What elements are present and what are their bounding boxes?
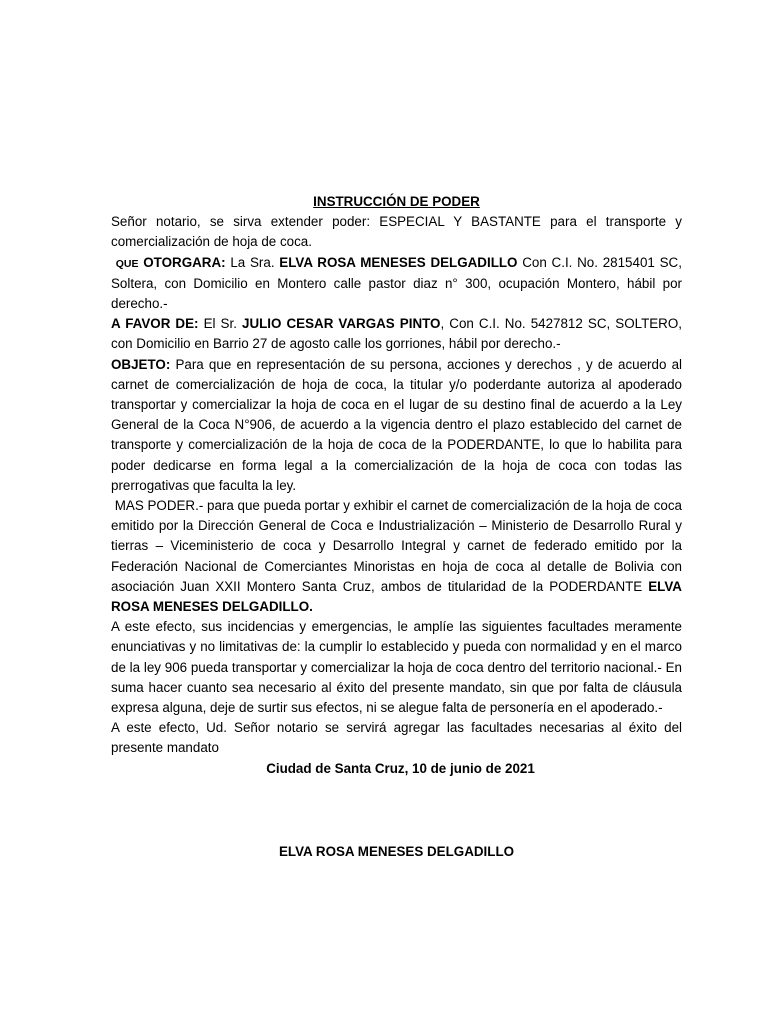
otorgara-label: OTORGARA:: [143, 254, 226, 270]
document-title: INSTRUCCIÓN DE PODER: [313, 194, 480, 209]
mas-poder-name: ELVA ROSA MENESES DELGADILLO.: [111, 578, 682, 615]
favor-details: , Con C.I. No. 5427812 SC, SOLTERO, con Domicilio en Barrio 27 de agosto calle los gorriones, hábil por derecho.-: [111, 316, 682, 352]
otorgara-pre: La Sra.: [230, 254, 275, 270]
objeto-paragraph: [111, 355, 682, 496]
objeto-label: OBJETO:: [111, 356, 171, 372]
favor-paragraph: [111, 314, 682, 354]
que-label: QUE: [115, 257, 139, 270]
favor-pre: El Sr.: [203, 316, 237, 332]
intro-paragraph: Señor notario, se sirva extender poder: ESPECIAL Y BASTANTE para el transporte y comercialización de hoja de coca.: [111, 214, 682, 250]
apoderado-name: JULIO CESAR VARGAS PINTO: [242, 316, 441, 332]
otorgara-paragraph: [111, 253, 682, 315]
document-date: Ciudad de Santa Cruz, 10 de junio de 2021: [266, 760, 535, 776]
otorgara-details: Con C.I. No. 2815401 SC, Soltera, con Domicilio en Montero calle pastor diaz n° 300, ocupación Montero, hábil por derecho.-: [111, 254, 682, 312]
objeto-text: Para que en representación de su persona, acciones y derechos , y de acuerdo al carnet de comercialización de hoja de coca, la titular y/o poderdante autoriza al apoderado transportar y comercializar la hoja de coca en el lugar de su destino final de acuerdo a la Ley General de la Coca N°906, de acuerdo a la vigencia dentro el plazo establecido del carnet de transporte y comercialización de la hoja de coca de la PODERDANTE, lo que lo habilita para poder dedicarse en forma legal a la comercialización de la hoja de coca con todas las prerrogativas que faculta la ley.: [111, 356, 682, 493]
efecto-paragraph-2: A este efecto, Ud. Señor notario se servirá agregar las facultades necesarias al éxito del presente mandato: [111, 720, 682, 756]
favor-label: A FAVOR DE:: [111, 316, 199, 332]
document-body: [111, 192, 682, 779]
poderdante-name: ELVA ROSA MENESES DELGADILLO: [279, 254, 518, 270]
mas-poder-paragraph: [111, 496, 682, 617]
signature-name: ELVA ROSA MENESES DELGADILLO: [278, 844, 515, 859]
efecto-paragraph-1: A este efecto, sus incidencias y emergencias, le amplíe las siguientes facultades meramente enunciativas y no limitativas de: la cumplir lo establecido y pueda con normalidad y en el marco de la ley 906 pueda transportar y comercializar la hoja de coca dentro del territorio nacional.- En suma hacer cuanto sea necesario al éxito del presente mandato, sin que por falta de cláusula expresa alguna, deje de surtir sus efectos, ni se alegue falta de personería en el apoderado.-: [111, 619, 682, 716]
mas-poder-text: MAS PODER.- para que pueda portar y exhibir el carnet de comercialización de la hoja de coca emitido por la Dirección General de Coca e Industrialización – Ministerio de Desarrollo Rural y tierras – Viceministerio de coca y Desarrollo Integral y carnet de federado emitido por la Federación Nacional de Comerciantes Minoristas en hoja de coca al detalle de Bolivia con asociación Juan XXII Montero Santa Cruz, ambos de titularidad de la PODERDANTE: [111, 498, 682, 594]
